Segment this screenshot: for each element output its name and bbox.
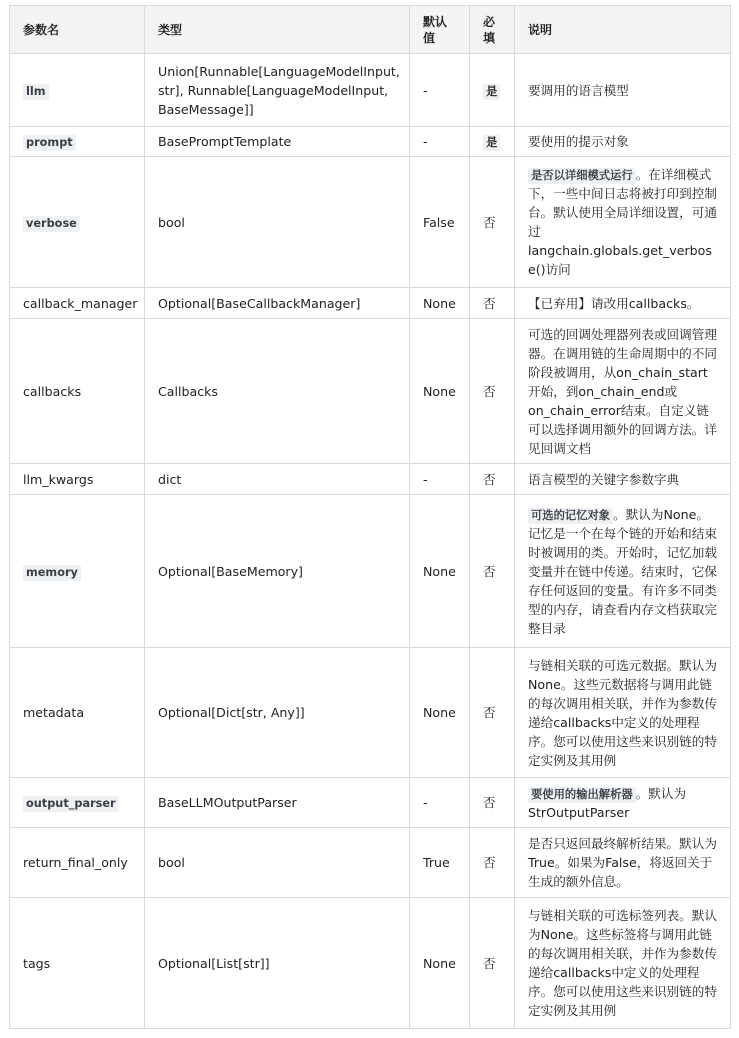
param-description: 语言模型的关键字参数字典 bbox=[528, 471, 680, 487]
param-required: 是 bbox=[483, 135, 500, 151]
param-name-cell bbox=[10, 648, 145, 778]
param-default-cell bbox=[410, 828, 470, 898]
param-description-cell bbox=[515, 778, 731, 828]
table-header-row bbox=[10, 6, 731, 54]
param-default-cell bbox=[410, 54, 470, 127]
param-default: - bbox=[423, 82, 428, 98]
param-required: 是 bbox=[483, 84, 500, 100]
param-type-cell bbox=[145, 54, 410, 127]
param-type-cell bbox=[145, 778, 410, 828]
param-type: Optional[BaseCallbackManager] bbox=[158, 295, 361, 311]
param-description: 【已弃用】请改用callbacks。 bbox=[528, 295, 700, 311]
param-description: 。默认为None。记忆是一个在每个链的开始和结束时被调用的类。开始时，记忆加载变量并在链中传递。结束时，它保存任何返回的变量。有许多不同类型的内存，请查看内存文档获取完整目录 bbox=[528, 506, 717, 636]
param-name: prompt bbox=[23, 135, 76, 151]
param-description: 是否只返回最终解析结果。默认为True。如果为False，将返回关于生成的额外信息。 bbox=[528, 836, 717, 889]
param-default: True bbox=[423, 855, 450, 870]
param-required-cell bbox=[470, 495, 515, 648]
param-description-lead: 要使用的输出解析器 bbox=[528, 787, 636, 803]
param-description: 要调用的语言模型 bbox=[528, 82, 629, 98]
param-type: bool bbox=[158, 855, 185, 870]
param-type-cell bbox=[145, 288, 410, 319]
param-default: None bbox=[423, 295, 456, 311]
param-name-cell bbox=[10, 898, 145, 1029]
param-type-cell bbox=[145, 828, 410, 898]
param-default-cell bbox=[410, 319, 470, 464]
param-name-cell bbox=[10, 319, 145, 464]
table-row bbox=[10, 828, 731, 898]
param-name: verbose bbox=[23, 216, 80, 232]
param-type-cell bbox=[145, 319, 410, 464]
param-name: memory bbox=[23, 565, 81, 581]
param-description-cell bbox=[515, 54, 731, 127]
table-row bbox=[10, 288, 731, 319]
param-required: 否 bbox=[483, 295, 496, 311]
param-default: - bbox=[423, 795, 428, 810]
param-name: callback_manager bbox=[23, 295, 138, 311]
table-row bbox=[10, 495, 731, 648]
params-table-wrapper bbox=[9, 5, 731, 1029]
table-row bbox=[10, 648, 731, 778]
param-required: 否 bbox=[483, 471, 496, 487]
param-required-cell bbox=[470, 157, 515, 288]
param-name-cell bbox=[10, 54, 145, 127]
param-type-cell bbox=[145, 898, 410, 1029]
param-default-cell bbox=[410, 288, 470, 319]
param-description: 。默认为StrOutputParser bbox=[528, 785, 687, 820]
param-description-cell bbox=[515, 157, 731, 288]
table-row bbox=[10, 464, 731, 495]
param-required-cell bbox=[470, 898, 515, 1029]
param-required-cell bbox=[470, 778, 515, 828]
param-default-cell bbox=[410, 157, 470, 288]
table-row bbox=[10, 898, 731, 1029]
table-row bbox=[10, 54, 731, 127]
param-default-cell bbox=[410, 778, 470, 828]
param-description: 与链相关联的可选标签列表。默认为None。这些标签将与调用此链的每次调用相关联，并作为参数传递给callbacks中定义的处理程序。您可以使用这些来识别链的特定实例及其用例 bbox=[528, 908, 717, 1018]
param-name: llm bbox=[23, 84, 49, 100]
param-description: 可选的回调处理器列表或回调管理器。在调用链的生命周期中的不同阶段被调用，从on_chain_start开始，到on_chain_end或on_chain_error结束。自定义链可以选择调用额外的回调方法。详见回调文档 bbox=[528, 326, 717, 456]
param-required-cell bbox=[470, 288, 515, 319]
param-default-cell bbox=[410, 127, 470, 157]
param-required-cell bbox=[470, 319, 515, 464]
param-required: 否 bbox=[483, 383, 496, 399]
param-description: 与链相关联的可选元数据。默认为None。这些元数据将与调用此链的每次调用相关联，并作为参数传递给callbacks中定义的处理程序。您可以使用这些来识别链的特定实例及其用例 bbox=[528, 657, 717, 768]
param-name-cell bbox=[10, 828, 145, 898]
param-name: llm_kwargs bbox=[23, 471, 94, 487]
param-required: 否 bbox=[483, 563, 496, 579]
table-row bbox=[10, 319, 731, 464]
param-name-cell bbox=[10, 157, 145, 288]
table-row bbox=[10, 157, 731, 288]
param-default: False bbox=[423, 214, 455, 230]
params-table bbox=[9, 5, 731, 1029]
param-name-cell bbox=[10, 288, 145, 319]
param-required: 否 bbox=[483, 705, 496, 720]
param-default-cell bbox=[410, 495, 470, 648]
param-type: Union[Runnable[LanguageModelInput, str], Runnable[LanguageModelInput, BaseMessage]] bbox=[158, 63, 400, 117]
param-default: None bbox=[423, 383, 456, 399]
param-description-cell bbox=[515, 127, 731, 157]
param-required: 否 bbox=[483, 855, 496, 870]
param-type: BaseLLMOutputParser bbox=[158, 795, 297, 810]
param-type-cell bbox=[145, 127, 410, 157]
param-type-cell bbox=[145, 464, 410, 495]
param-name-cell bbox=[10, 495, 145, 648]
param-type: Optional[BaseMemory] bbox=[158, 563, 303, 579]
param-type-cell bbox=[145, 648, 410, 778]
param-name: output_parser bbox=[23, 796, 119, 812]
table-row bbox=[10, 778, 731, 828]
param-name-cell bbox=[10, 127, 145, 157]
param-type: bool bbox=[158, 214, 185, 230]
param-default: - bbox=[423, 134, 428, 149]
param-required: 否 bbox=[483, 795, 496, 810]
header-param-name: 参数名 bbox=[10, 6, 145, 54]
param-description-lead: 是否以详细模式运行 bbox=[528, 168, 636, 184]
header-default: 默认值 bbox=[410, 6, 470, 54]
param-name: metadata bbox=[23, 705, 85, 720]
param-default-cell bbox=[410, 464, 470, 495]
param-description-cell bbox=[515, 319, 731, 464]
header-description: 说明 bbox=[515, 6, 731, 54]
param-required-cell bbox=[470, 54, 515, 127]
param-required: 否 bbox=[483, 214, 496, 230]
param-type-cell bbox=[145, 157, 410, 288]
param-required-cell bbox=[470, 127, 515, 157]
param-required-cell bbox=[470, 464, 515, 495]
param-default: None bbox=[423, 563, 456, 579]
param-description-cell bbox=[515, 898, 731, 1029]
param-required-cell bbox=[470, 648, 515, 778]
param-name: tags bbox=[23, 955, 51, 971]
param-name-cell bbox=[10, 778, 145, 828]
param-default: None bbox=[423, 955, 456, 971]
header-required: 必填 bbox=[470, 6, 515, 54]
param-type: Optional[List[str]] bbox=[158, 955, 270, 971]
param-default: None bbox=[423, 705, 456, 720]
param-type: Optional[Dict[str, Any]] bbox=[158, 705, 305, 720]
param-description: 。在详细模式下，一些中间日志将被打印到控制台。默认使用全局详细设置，可通过langchain.globals.get_verbose()访问 bbox=[528, 167, 717, 277]
param-name-cell bbox=[10, 464, 145, 495]
param-description-lead: 可选的记忆对象 bbox=[528, 508, 613, 524]
param-description-cell bbox=[515, 648, 731, 778]
param-name: return_final_only bbox=[23, 855, 128, 870]
param-default: - bbox=[423, 471, 428, 487]
param-description-cell bbox=[515, 828, 731, 898]
param-description-cell bbox=[515, 288, 731, 319]
param-required: 否 bbox=[483, 955, 496, 971]
table-row bbox=[10, 127, 731, 157]
param-required-cell bbox=[470, 828, 515, 898]
header-type: 类型 bbox=[145, 6, 410, 54]
param-type-cell bbox=[145, 495, 410, 648]
param-description-cell bbox=[515, 464, 731, 495]
param-default-cell bbox=[410, 648, 470, 778]
param-description-cell bbox=[515, 495, 731, 648]
param-type: BasePromptTemplate bbox=[158, 134, 292, 149]
param-name: callbacks bbox=[23, 383, 82, 399]
param-type: dict bbox=[158, 471, 182, 487]
param-default-cell bbox=[410, 898, 470, 1029]
param-type: Callbacks bbox=[158, 383, 218, 399]
param-description: 要使用的提示对象 bbox=[528, 134, 629, 149]
